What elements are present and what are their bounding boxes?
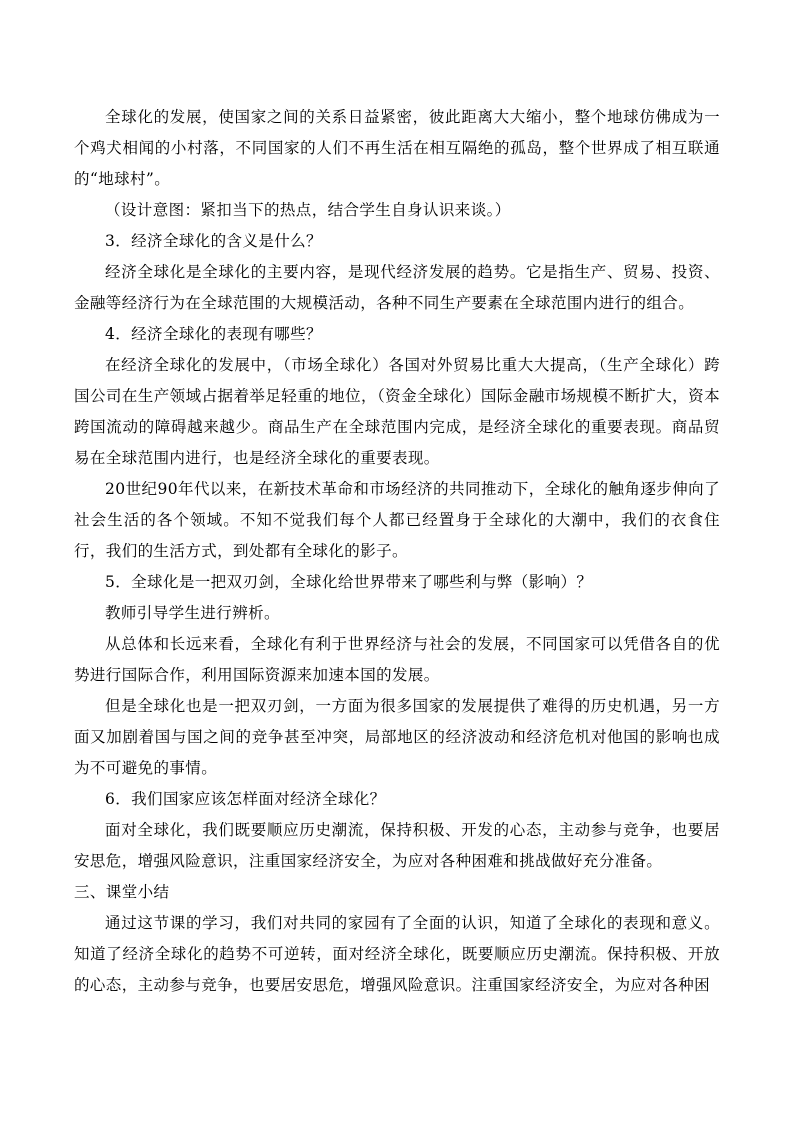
paragraph-design-intent: （设计意图：紧扣当下的热点，结合学生自身认识来谈。） — [105, 201, 511, 219]
document-body — [74, 102, 720, 1001]
question-6-heading: 6．我们国家应该怎样面对经济全球化？ — [105, 790, 386, 808]
question-5-heading: 5．全球化是一把双刃剑，全球化给世界带来了哪些利与弊（影响）？ — [105, 573, 593, 591]
paragraph-national-response: 面对全球化，我们既要顺应历史潮流，保持积极、开发的心态，主动参与竞争，也要居安思危，增强风险意识，注重国家经济安全，为应对各种困难和挑战做好充分准备。 — [74, 821, 720, 870]
paragraph-1990s-globalization: 20世纪90年代以来，在新技术革命和市场经济的共同推动下，全球化的触角逐步伸向了社会生活的各个领域。不知不觉我们每个人都已经置身于全球化的大潮中，我们的衣食住行，我们的生活方式，到处都有全球化的影子。 — [74, 480, 720, 560]
paragraph-economic-globalization-meaning: 经济全球化是全球化的主要内容，是现代经济发展的趋势。它是指生产、贸易、投资、金融等经济行为在全球范围的大规模活动，各种不同生产要素在全球范围内进行的组合。 — [74, 263, 720, 312]
paragraph-globalization-manifestations: 在经济全球化的发展中，（市场全球化）各国对外贸易比重大大提高，（生产全球化）跨国公司在生产领域占据着举足轻重的地位，（资金全球化）国际金融市场规模不断扩大，资本跨国流动的障碍越来越少。商品生产在全球范围内完成，是经济全球化的重要表现。商品贸易在全球范围内进行，也是经济全球化的重要表现。 — [74, 356, 720, 467]
paragraph-globalization-benefits: 从总体和长远来看，全球化有利于世界经济与社会的发展，不同国家可以凭借各自的优势进行国际合作，利用国际资源来加速本国的发展。 — [74, 635, 720, 684]
paragraph-global-village: 全球化的发展，使国家之间的关系日益紧密，彼此距离大大缩小，整个地球仿佛成为一个鸡犬相闻的小村落，不同国家的人们不再生活在相互隔绝的孤岛，整个世界成了相互联通的“地球村”。 — [74, 108, 720, 188]
paragraph-class-summary: 通过这节课的学习，我们对共同的家园有了全面的认识，知道了全球化的表现和意义。知道了经济全球化的趋势不可逆转，面对经济全球化，既要顺应历史潮流。保持积极、开放的心态，主动参与竞争，也要居安思危，增强风险意识。注重国家经济安全，为应对各种困 — [74, 914, 720, 994]
question-4-heading: 4．经济全球化的表现有哪些？ — [105, 325, 322, 343]
paragraph-double-edged-sword: 但是全球化也是一把双刃剑，一方面为很多国家的发展提供了难得的历史机遇，另一方面又加剧着国与国之间的竞争甚至冲突，局部地区的经济波动和经济危机对他国的影响也成为不可避免的事情。 — [74, 697, 720, 777]
section-heading-class-summary: 三、课堂小结 — [74, 883, 170, 901]
paragraph-teacher-guidance: 教师引导学生进行辨析。 — [105, 604, 280, 622]
question-3-heading: 3．经济全球化的含义是什么？ — [105, 232, 322, 250]
